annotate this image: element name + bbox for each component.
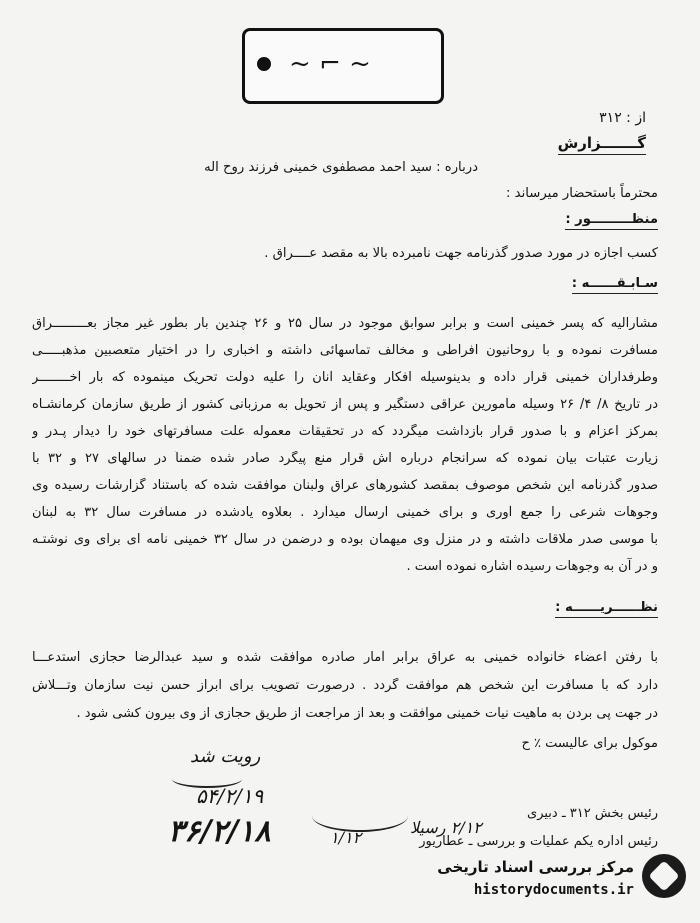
- background-line: در تاریخ ۸/ ۴/ ۲۶ وسیله مأمورین عراقی دستگیر و پس از تحویل به مرزبانی کشور از طریق سازمان کرمانشـاه: [32, 397, 658, 412]
- archive-watermark: [436, 848, 686, 918]
- watermark-url: historydocuments.ir: [473, 882, 634, 898]
- stamp-scribble: ~ ⌐ ~: [289, 49, 371, 79]
- opinion-line: موکول برای عالیست ٪ ح: [521, 736, 658, 751]
- background-line: بمرکز اعزام و با صدور قرار بازداشت میگردد که در تحقیقات معموله علت مسافرتهای خود را دیدار پـدر و: [32, 424, 658, 439]
- signature-line-2: رئیس اداره یکم عملیات و بررسی ـ عطاریور: [419, 834, 658, 849]
- archive-logo-icon: [642, 854, 686, 898]
- respect-line: محترماً باستحضار میرساند :: [506, 186, 658, 201]
- opinion-line: در جهت پی بردن به ماهیت نیات خمینی موافقت و بعد از مراجعت از طریق حجازی از وی بیرون کشی شود .: [76, 706, 658, 721]
- handwritten-date-small: ۵۴/۲/۱۹: [196, 784, 264, 808]
- background-line: صدور گذرنامه این شخص موصوف بمقصد کشورهای عراق ولبنان موافقت شده که باستناد گزارشات رسیده وی: [32, 478, 658, 493]
- background-line: مشارالیه که پسر خمینی است و برابر سوابق موجود در سال ۲۵ و ۲۶ چندین بار بطور غیر مجاز بعـــــــــراق: [32, 316, 658, 331]
- background-line: و در آن به وجوهات رسیده اشاره نموده است .: [406, 559, 658, 574]
- subject-line: درباره : سید احمد مصطفوی خمینی فرزند روح اله: [204, 160, 478, 175]
- background-line: با موسی صدر ملاقات داشته و در منزل وی میهمان بوده و درضمن در سال ۳۲ خمینی نامه ای برای وی نوشتـه: [32, 532, 658, 547]
- watermark-title: مرکز بررسی اسناد تاریخی: [437, 858, 634, 876]
- background-line: زیارت عتبات بیان نموده که سرانجام درباره اش قرار منع پیگرد صادر شده ضمناً در سالهای ۲۷ و ۳۲ با: [32, 451, 658, 466]
- background-line: مسافرت نموده و با روحانیون افراطی و مخالف تماسهائی داشته و اخباری را در اختیار متعصبین مذهبـــــی: [32, 343, 658, 358]
- handwritten-signature-right: ۲/۱۲ رسیلا: [410, 818, 482, 837]
- handwritten-note: رویت شد: [190, 746, 261, 767]
- purpose-text: کسب اجازه در مورد صدور گذرنامه جهت نامبرده بالا به مقصد عــــراق .: [264, 246, 658, 261]
- classification-stamp: [242, 28, 444, 104]
- opinion-line: دارد که با مسافرت این شخص هم موافقت گردد . درصورت تصویب برای ابراز حسن نیت سازمان وتـــلاش: [32, 678, 658, 693]
- handwritten-date-large: ۳۶/۲/۱۸: [168, 814, 271, 849]
- background-heading: سـابـقــــــه :: [572, 276, 658, 294]
- stamp-ink-blot: [257, 57, 271, 71]
- background-line: وجوهات شرعی را جمع آوری و برای خمینی ارسال میدارد . بعلاوه یادشده در مسافرت سال ۳۲ به لبنان: [32, 505, 658, 520]
- opinion-line: با رفتن اعضاء خانواده خمینی به عراق برابر آمار صادره موافقت شده و سید عبدالرضا حجازی استدعـــا: [32, 650, 658, 665]
- opinion-heading: نظــــــریــــــه :: [555, 600, 658, 618]
- purpose-heading: منظـــــــــور :: [565, 212, 658, 230]
- signature-line-1: رئیس بخش ۳۱۲ ـ دبیری: [527, 806, 658, 821]
- handwritten-signature-mid: ۱/۱۲: [330, 828, 362, 847]
- from-line: از : ۳۱۲: [599, 110, 646, 126]
- document-type: گـــــــزارش: [558, 134, 646, 155]
- background-line: وطرفداران خمینی قرار داده و بدینوسیله افکار وعقاید آنان را علیه دولت تحریک مینموده که بار آخــــــــر: [32, 370, 658, 385]
